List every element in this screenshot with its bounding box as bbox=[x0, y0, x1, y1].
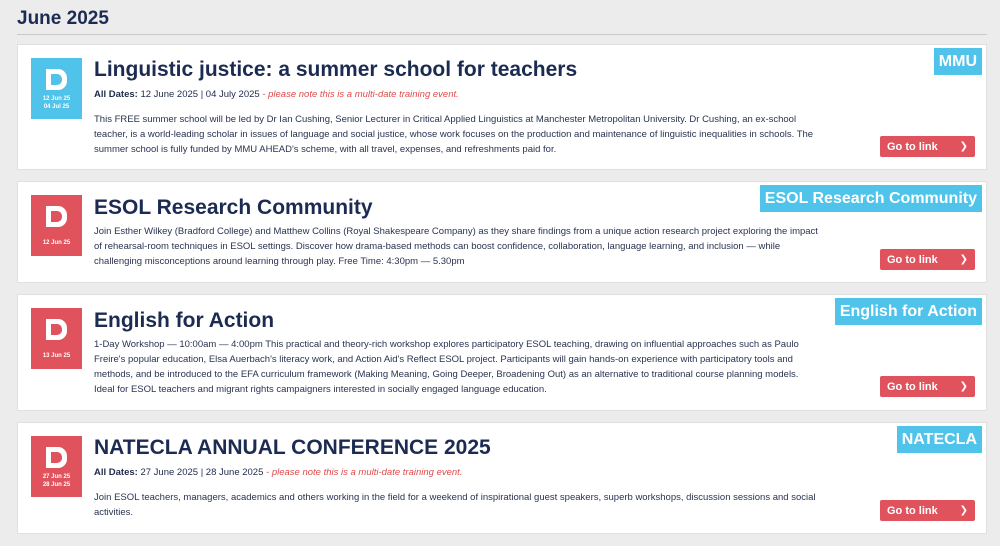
month-heading: June 2025 bbox=[17, 8, 109, 29]
event-date-badge bbox=[31, 308, 82, 369]
event-dates bbox=[94, 89, 459, 100]
dates-value: 27 June 2025 | 28 June 2025 bbox=[140, 467, 264, 478]
button-label: Go to link bbox=[887, 140, 938, 153]
button-label: Go to link bbox=[887, 253, 938, 266]
button-label: Go to link bbox=[887, 504, 938, 517]
event-tag[interactable]: ESOL Research Community bbox=[760, 185, 982, 212]
button-label: Go to link bbox=[887, 380, 938, 393]
event-description: This FREE summer school will be led by Dr Ian Cushing, Senior Lecturer in Critical Applied Linguistics at Manchester Metropolitan University. Dr Cushing, an ex-school teacher, is a world-leading scholar in issues of language and social justice, whose work focuses on the production and maintenance of linguistic inequalities in schools. The summer school is fully funded by MMU AHEAD's scheme, with all travel, expenses, and refreshments paid for. bbox=[94, 114, 814, 155]
go-to-link-button[interactable] bbox=[880, 376, 975, 397]
go-to-link-button[interactable] bbox=[880, 249, 975, 270]
event-description: Join Esther Wilkey (Bradford College) and Matthew Collins (Royal Shakespeare Company) as they share findings from a unique action research project exploring the impact of rehearsal-room techniques in ESOL settings. Discover how drama-based methods can boost confidence, collaboration, language learning, and inclusion — while challenging misconceptions around learning through play. Free Time: 4:30pm — 5.30pm bbox=[94, 226, 818, 267]
event-dates bbox=[94, 467, 462, 478]
dates-label: All Dates: bbox=[94, 89, 138, 100]
event-logo-icon bbox=[43, 316, 70, 343]
event-title[interactable]: English for Action bbox=[94, 309, 275, 332]
dates-note: - please note this is a multi-date training event. bbox=[262, 89, 459, 100]
event-date-end: 28 Jun 25 bbox=[42, 481, 71, 488]
chevron-right-icon: ❯ bbox=[959, 254, 968, 265]
event-logo-icon bbox=[43, 444, 70, 471]
dates-label: All Dates: bbox=[94, 467, 138, 478]
event-date-start: 12 Jun 25 bbox=[42, 240, 71, 246]
event-description: Join ESOL teachers, managers, academics and others working in the field for a weekend of inspirational guest speakers, superb workshops, discussion sessions and social activities. bbox=[94, 492, 816, 518]
go-to-link-button[interactable] bbox=[880, 500, 975, 521]
event-date-badge bbox=[31, 195, 82, 256]
event-date-start: 12 Jun 25 bbox=[42, 96, 71, 102]
dates-value: 12 June 2025 | 04 July 2025 bbox=[140, 89, 260, 100]
event-logo-icon bbox=[43, 66, 70, 93]
go-to-link-button[interactable] bbox=[880, 136, 975, 157]
event-tag[interactable]: MMU bbox=[934, 48, 982, 75]
event-date-end: 04 Jul 25 bbox=[43, 103, 70, 110]
event-description: 1-Day Workshop — 10:00am — 4:00pm This practical and theory-rich workshop explores participatory ESOL teaching, drawing on influential approaches such as Paulo Freire's popular education, Elsa Auerbach's literacy work, and Action Aid's Reflect ESOL project. Participants will gain hands-on experience with participatory tools and methods, and be introduced to the EFA curriculum framework (Making Meaning, Going Deeper, Broadening Out) as an alternative to traditional course planning models. Ideal for ESOL teachers and migrant rights campaigners interested in socially engaged language education. bbox=[94, 339, 799, 395]
event-date-badge bbox=[31, 58, 82, 119]
event-date-start: 27 Jun 25 bbox=[42, 474, 71, 480]
event-title[interactable]: Linguistic justice: a summer school for teachers bbox=[94, 58, 578, 81]
event-card bbox=[17, 44, 987, 170]
event-card bbox=[17, 181, 987, 283]
chevron-right-icon: ❯ bbox=[959, 381, 968, 392]
event-card bbox=[17, 294, 987, 411]
chevron-right-icon: ❯ bbox=[959, 505, 968, 516]
dates-note: - please note this is a multi-date training event. bbox=[266, 467, 463, 478]
event-title[interactable]: NATECLA ANNUAL CONFERENCE 2025 bbox=[94, 436, 491, 459]
event-tag[interactable]: English for Action bbox=[835, 298, 982, 325]
event-date-badge bbox=[31, 436, 82, 497]
month-divider bbox=[17, 34, 987, 35]
event-tag[interactable]: NATECLA bbox=[897, 426, 982, 453]
chevron-right-icon: ❯ bbox=[959, 141, 968, 152]
event-logo-icon bbox=[43, 203, 70, 230]
event-title[interactable]: ESOL Research Community bbox=[94, 196, 373, 219]
event-card bbox=[17, 422, 987, 534]
event-date-start: 13 Jun 25 bbox=[42, 353, 71, 359]
